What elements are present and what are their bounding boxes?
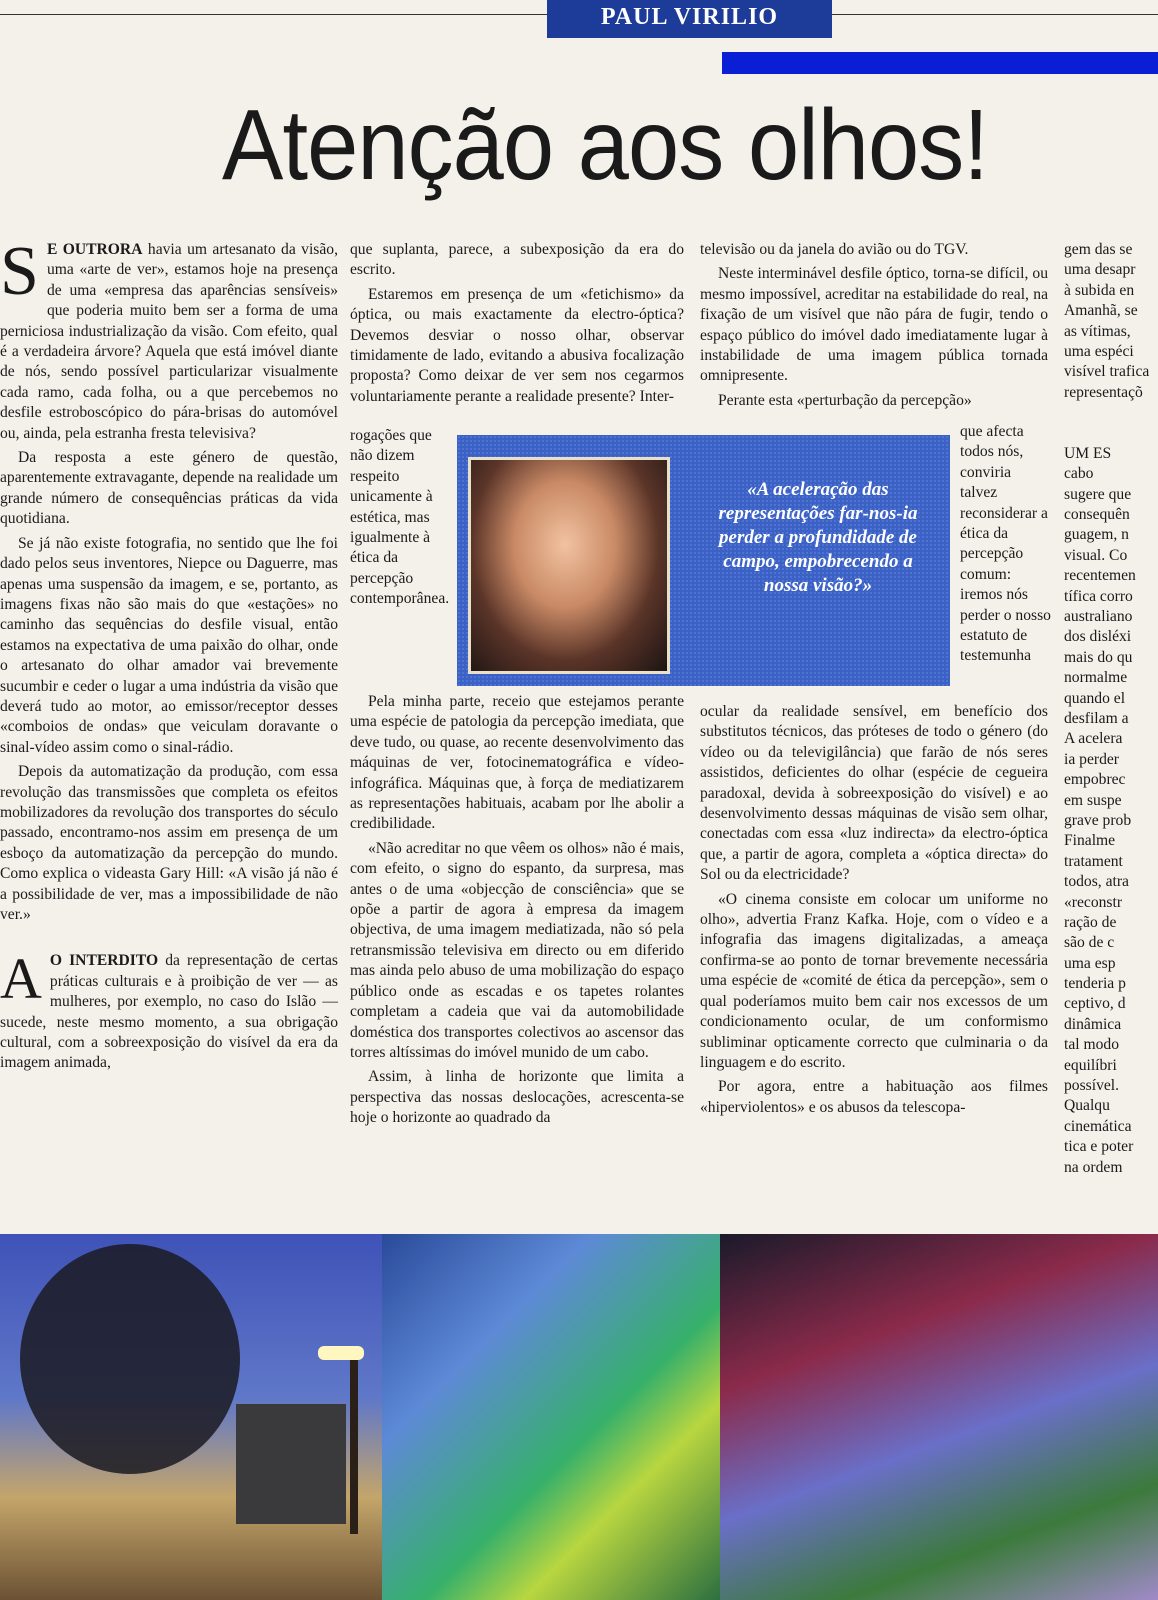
column-1 xyxy=(0,233,338,1078)
dropcap: S xyxy=(0,233,39,310)
column-4-line: tica e poter xyxy=(1064,1138,1134,1156)
column-4-line: mais do qu xyxy=(1064,648,1133,666)
column-4-cropped xyxy=(1064,240,1158,1178)
paragraph-text: da representação de certas práticas culturais e à proibição de ver — as mulheres, por exemplo, no caso do Islão — sucede, neste mesmo momento, a sua obrigação cultural, com a sobreexposição do visível da era da imagem animada, xyxy=(0,952,338,1072)
lead-in: E OUTRORA xyxy=(46,241,143,258)
column-2 xyxy=(350,240,684,411)
paragraph: Neste interminável desfile óptico, torna-se difícil, ou mesmo impossível, acreditar na estabilidade do real, na fixação de um visível que não pára de fugir, tendo o espaço público do imóvel dado imediatamente lugar à instabilidade de uma imagem pública tornada omnipresente. xyxy=(700,265,1048,385)
column-4-line: ia perder xyxy=(1064,750,1119,768)
paragraph-text: havia um artesanato da visão, uma «arte de ver», estamos hoje na presença de uma «empresa das aparências sensíveis» que poderia muito bem ser a forma de uma perniciosa industrialização da visão. Com efeito, qual é a verdadeira árvore? Aquela que está imóvel diante de nós, sendo possível particularizar visualmente cada ramo, cada folha, ou a que percebemos no desfile estroboscópico do pára-brisas do automóvel ou, ainda, pela estranha fresta televisiva? xyxy=(0,241,338,442)
column-3 xyxy=(700,240,1048,415)
paragraph xyxy=(0,946,338,1073)
column-4-line: australiano xyxy=(1064,608,1133,626)
author-portrait-photo xyxy=(468,457,670,674)
column-4-line: visual. Co xyxy=(1064,546,1128,564)
accent-bar xyxy=(722,52,1158,74)
column-4-line: guagem, n xyxy=(1064,526,1129,544)
column-4-line: empobrec xyxy=(1064,771,1126,789)
column-4-line: quando el xyxy=(1064,689,1126,707)
column-4-line: equilíbri xyxy=(1064,1056,1117,1074)
paragraph: «O cinema consiste em colocar um uniforme no olho», advertia Franz Kafka. Hoje, com o vídeo e a infografia das imagens digitalizadas, a ameaça confirma-se ao ponto de tornar brevemente necessária uma espécie de «comité de ética da percepção», sem o qual poderíamos muito bem cair nos excessos de um condicionamento ocular, de um conformismo subliminar opticamente correcto que culminaria o da linguagem e do escrito. xyxy=(700,890,1048,1071)
column-4-line: todos, atra xyxy=(1064,873,1129,891)
photo-light-streaks xyxy=(382,1234,720,1600)
column-4-line: uma esp xyxy=(1064,954,1116,972)
column-4-line: uma espéci xyxy=(1064,342,1134,360)
column-4-line: em suspe xyxy=(1064,791,1122,809)
paragraph xyxy=(0,233,338,444)
column-4-line: desfilam a xyxy=(1064,709,1129,727)
photo-abstract-colour xyxy=(720,1234,1158,1600)
column-4-line: uma desapr xyxy=(1064,261,1136,279)
column-4-line: tal modo xyxy=(1064,1036,1120,1054)
column-3-lower xyxy=(700,702,1048,1122)
lead-in: O INTERDITO xyxy=(49,952,159,970)
column-4-line: consequên xyxy=(1064,506,1130,524)
column-4-line: ceptivo, d xyxy=(1064,995,1126,1013)
column-4-line: possível. xyxy=(1064,1077,1120,1095)
column-4-line: grave prob xyxy=(1064,811,1132,829)
paragraph: «Não acreditar no que vêem os olhos» não é mais, com efeito, o signo do espanto, da surpresa, mas antes o de uma «objecção de consciência» que se opõe a partir de agora à empresa da imagem objectiva, de uma imagem mediatizada, não só pela retransmissão televisiva em directo ou em diferido mas ainda pelo abuso de uma mobilização do espaço público onde as escadas e os tapetes rolantes completam a cadeia que vai da automobilidade doméstica dos transportes colectivos ao ascensor das torres altíssimas do imóvel munido de um cabo. xyxy=(350,839,684,1061)
tree-silhouette xyxy=(20,1244,240,1474)
column-4-line: dos disléxi xyxy=(1064,628,1132,646)
column-4-line: normalme xyxy=(1064,669,1128,687)
column-4-line: Amanhã, se xyxy=(1064,302,1138,320)
paragraph: Assim, à linha de horizonte que limita a perspectiva das nossas deslocações, acrescenta-se hoje o horizonte ao quadrado da xyxy=(350,1068,684,1127)
column-4-line: Finalme xyxy=(1064,832,1116,850)
phone-booth xyxy=(236,1404,346,1524)
paragraph: Perante esta «perturbação da percepção» xyxy=(718,391,972,409)
column-4-line: sugere que xyxy=(1064,485,1132,503)
pull-quote-text: «A aceleração das representações far-nos-ia perder a profundidade de campo, empobrecendo a nossa visão?» xyxy=(718,479,918,596)
column-3-wrap-text: que afecta todos nós, conviria talvez reconsiderar a ética da percepção comum: iremos nós perder o nosso estatuto de testemunha xyxy=(960,423,1051,665)
lamp-light xyxy=(318,1346,364,1360)
column-4-line: UM ES xyxy=(1064,444,1112,462)
column-4-line: recentemen xyxy=(1064,567,1136,585)
paragraph: Por agora, entre a habituação aos filmes «hiperviolentos» e os abusos da telescopa- xyxy=(700,1078,1048,1116)
column-4-line: dinâmica xyxy=(1064,1015,1122,1033)
column-4-line: gem das se xyxy=(1064,241,1133,258)
paragraph: Da resposta a este género de questão, aparentemente extravagante, depende na realidade um grande número de consequências práticas da vida quotidiana. xyxy=(0,449,338,528)
column-4-line: cabo xyxy=(1064,465,1094,483)
column-4-line: «reconstr xyxy=(1064,893,1123,911)
author-tag: PAUL VIRILIO xyxy=(547,0,832,38)
column-2-wrap-text: rogações que não dizem respeito unicamente à estética, mas igualmente à ética da percepção contemporânea. xyxy=(350,427,450,608)
column-4-line: as vítimas, xyxy=(1064,322,1131,340)
paragraph: Pela minha parte, receio que estejamos perante uma espécie de patologia da percepção imediata, que deve tudo, ou quase, ao recente desenvolvimento das máquinas de ver, fotocinematográfica e vídeo-infográfica. Máquinas que, à força de mediatizarem as representações habituais, acabam por lhe abolir a credibilidade. xyxy=(350,693,684,833)
column-4-line: são de c xyxy=(1064,934,1115,952)
paragraph: televisão ou da janela do avião ou do TGV. xyxy=(700,241,969,258)
photo-strip xyxy=(0,1234,1158,1600)
paragraph: Estaremos em presença de um «fetichismo» da óptica, ou mais exactamente da electro-óptica? Devemos desviar o nosso olhar, observar timidamente de lado, evitando a abusiva focalização proposta? Como deixar de ver sem nos cegarmos voluntariamente perante a realidade presente? Inter- xyxy=(350,285,684,405)
headline: Atenção aos olhos! xyxy=(222,89,988,201)
column-2-lower xyxy=(350,692,684,1133)
column-4-line: ração de xyxy=(1064,913,1117,931)
column-4-line: à subida en xyxy=(1064,281,1135,299)
column-4-line: A acelera xyxy=(1064,730,1123,748)
dropcap: A xyxy=(0,946,42,1012)
column-4-line: Qualqu xyxy=(1064,1097,1110,1115)
column-4-line xyxy=(1064,424,1158,444)
paragraph: Se já não existe fotografia, no sentido que lhe foi dado pelos seus inventores, Niepce ou Daguerre, mas apenas uma suspensão da imagem, e se, portanto, as imagens fixas não são mais do que «estações» no caminho das sequências do desfile visual, então estamos na expectativa de uma paixão do olhar, onde o artesanato do olhar amador vai brevemente sucumbir e ceder o lugar a uma indústria da visão que deverá tudo ao motor, ao emissor/receptor desses «comboios de ondas» que veiculam doravante o sinal-vídeo assim como o sinal-rádio. xyxy=(0,534,338,756)
column-4-line: cinemática xyxy=(1064,1117,1132,1135)
column-4-line: tenderia p xyxy=(1064,975,1126,993)
column-4-line: tífica corro xyxy=(1064,587,1133,605)
column-4-line: na ordem xyxy=(1064,1158,1123,1176)
paragraph: que suplanta, parece, a subexposição da era do escrito. xyxy=(350,241,684,279)
paragraph: ocular da realidade sensível, em benefício dos substitutos técnicos, das próteses de todo o género (do vídeo ou da televigilância) que farão de nós seres assistidos, deficientes do olhar (espécie de cegueira paradoxal, devida à sobreexposição do visível) e ao desenvolvimento dessas máquinas de visão sem olhar, conectadas com essa «luz indirecta» da electro-óptica que, a partir de agora, completa a «óptica directa» do Sol ou da electricidade? xyxy=(700,703,1048,884)
column-4-line: tratament xyxy=(1064,852,1123,870)
lamp-post xyxy=(350,1354,358,1534)
column-4-line: representaçõ xyxy=(1064,383,1143,401)
paragraph: Depois da automatização da produção, com essa revolução das transmissões que completa os efeitos mobilizadores da revolução dos transportes do século passado, encontramo-nos assim em presença de um esboço da automatização da percepção do mundo. Como explica o videasta Gary Hill: «A visão já não é a possibilidade de ver, mas a impossibilidade de não ver.» xyxy=(0,763,338,923)
photo-streetlamp-scene xyxy=(0,1234,382,1600)
column-4-line: visível trafica xyxy=(1064,363,1150,381)
column-4-line xyxy=(1064,403,1158,423)
